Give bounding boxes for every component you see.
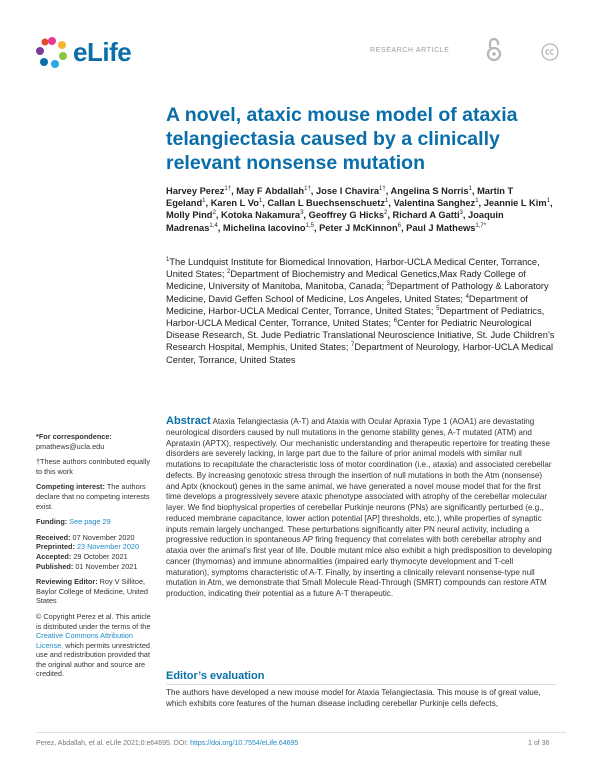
- affiliation-number: 5: [436, 305, 440, 312]
- author-affiliation-marker: 1†: [304, 185, 311, 192]
- license-link[interactable]: Creative Commons Attribution License,: [36, 631, 133, 650]
- affiliation-list: [166, 256, 556, 366]
- author-affiliation-marker: 1: [468, 185, 472, 192]
- author-name[interactable]: Harvey Perez: [166, 186, 225, 196]
- copyright-text: © Copyright Perez et al. This article is distributed under the terms of the: [36, 611, 151, 631]
- reviewing-editor-text: Roy V Sillitoe, Baylor College of Medicine, United States: [36, 577, 148, 606]
- funding-link[interactable]: See page 29: [69, 517, 111, 527]
- author-separator: ,: [313, 222, 320, 233]
- footer-divider: [36, 732, 566, 733]
- author-separator: ,: [471, 186, 478, 196]
- author-name[interactable]: Jose I Chavira: [315, 186, 380, 196]
- author-separator: ,: [478, 198, 484, 209]
- competing-interest-label: Competing interest:: [36, 482, 105, 492]
- author-separator: ,: [231, 186, 237, 196]
- elife-logo-icon: [36, 36, 68, 68]
- affiliation-text: Department of Pediatrics, Harbor-UCLA Medical Center, Torrance, United States;: [166, 305, 545, 329]
- affiliation-text: Department of Biochemistry and Medical Genetics,Max Rady College of Medicine, University of Manitoba, Manitoba, Canada;: [166, 269, 526, 292]
- competing-interest-text: The authors declare that no competing interests exist.: [36, 482, 150, 511]
- author-name[interactable]: Karen L Vo: [210, 198, 259, 209]
- author-separator: ,: [549, 198, 553, 209]
- author-separator: ,: [303, 210, 309, 221]
- equal-contribution-note: †These authors contributed equally to this work: [36, 457, 150, 476]
- affiliation-number: 6: [393, 317, 398, 324]
- date-label: Received:: [36, 532, 71, 542]
- author-affiliation-marker: 2: [384, 210, 388, 217]
- author-separator: ,: [400, 222, 407, 233]
- author-affiliation-marker: 1: [546, 198, 550, 205]
- date-value[interactable]: 23 November 2020: [76, 542, 140, 552]
- funding-label: Funding:: [36, 517, 68, 527]
- author-name[interactable]: Kotoka Nakamura: [221, 210, 301, 221]
- correspondence-email[interactable]: pmathews@ucla.edu: [36, 441, 105, 451]
- author-name[interactable]: Peter J McKinnon: [319, 222, 398, 233]
- author-name[interactable]: Richard A Gatti: [392, 210, 460, 221]
- affiliation-number: 4: [465, 293, 469, 300]
- elife-logo[interactable]: [36, 36, 131, 68]
- author-name[interactable]: Jeannie L Kim: [483, 198, 547, 209]
- affiliation-text: Department of Pathology & Laboratory Medicine, David Geffen School of Medicine, Los Angeles, United States;: [166, 281, 549, 304]
- creative-commons-icon[interactable]: [541, 43, 559, 61]
- article-title: A novel, ataxic mouse model of ataxia telangiectasia caused by a clinically relevant nonsense mutation: [166, 104, 518, 174]
- page-number: 1 of 36: [528, 740, 550, 747]
- author-affiliation-marker: 2: [212, 210, 216, 217]
- doi-link[interactable]: https://doi.org/10.7554/eLife.64695: [190, 740, 299, 747]
- citation-text: Perez, Abdallah, et al. eLife 2021;0:e64695.: [36, 740, 172, 747]
- affiliation-number: 1: [166, 256, 170, 263]
- affiliation-number: 2: [226, 269, 231, 276]
- author-name[interactable]: Martin T Egeland: [166, 186, 514, 209]
- doi-label: DOI:: [173, 740, 189, 747]
- footer-citation: [36, 740, 298, 747]
- author-affiliation-marker: 6: [397, 222, 401, 229]
- reviewing-editor: [36, 577, 154, 606]
- elife-brand-name: eLife: [73, 36, 132, 67]
- article-info-sidebar: [36, 432, 154, 685]
- author-affiliation-marker: 1†: [224, 185, 232, 192]
- funding: [36, 517, 154, 527]
- abstract: [166, 416, 556, 600]
- affiliation-text: Department of Neurology, Harbor-UCLA Medical Center, Torrance, United States: [166, 342, 554, 365]
- author-name[interactable]: Paul J Mathews: [406, 222, 476, 233]
- author-separator: ,: [388, 198, 394, 209]
- author-separator: ,: [217, 222, 223, 233]
- author-name[interactable]: Joaquin Madrenas: [166, 210, 504, 233]
- author-separator: ,: [215, 210, 222, 221]
- section-divider: [166, 684, 556, 685]
- publication-dates: [36, 533, 154, 571]
- author-name[interactable]: Molly Pind: [166, 210, 213, 221]
- author-name[interactable]: Angelina S Norris: [390, 186, 469, 196]
- date-label: Published:: [36, 561, 74, 571]
- author-affiliation-marker: 1: [475, 198, 479, 205]
- date-row: [36, 542, 154, 552]
- competing-interest: [36, 482, 154, 511]
- author-separator: ,: [310, 186, 316, 196]
- editors-evaluation-heading: Editor’s evaluation: [166, 670, 265, 682]
- affiliation-text: Center for Pediatric Neurological Disease Research, St. Jude Pediatric Translational Neuroscience Initiative, St. Jude Children’s Research Hospital, Memphis, United States;: [166, 318, 555, 353]
- author-affiliation-marker: 1,7*: [475, 222, 487, 229]
- author-affiliation-marker: 3: [459, 210, 463, 217]
- author-name[interactable]: Michelina Iacovino: [222, 222, 306, 233]
- open-access-icon[interactable]: [486, 36, 502, 62]
- author-affiliation-marker: 1†: [379, 185, 386, 192]
- date-value: 29 October 2021: [73, 551, 128, 561]
- abstract-text: Ataxia Telangiectasia (A-T) and Ataxia with Ocular Apraxia Type 1 (AOA1) are devastating neurological disorders caused by null mutations in the genome stability genes, A-T mutated (ATM) and Aprataxin (APTX), respectively. Our mechanistic understanding and therapeutic repertoire for treating these disorders are severely lacking, in large part due to the failure of prior animal models with similar null mutations to recapitulate the characteristic loss of motor coordination (i.e., ataxia) and associated cerebellar defects. By increasing genotoxic stress through the insertion of null mutations in both the Atm (nonsense) and Aptx (knockout) genes in the same animal, we have generated a novel mouse model that for the first time develops a progressively severe ataxic phenotype associated with atrophy of the cerebellar molecular layer. We find biophysical properties of cerebellar Purkinje neurons (PNs) are significantly perturbed (e.g., reduced membrane capacitance, lower action potential [AP] thresholds, etc.), while properties of synaptic inputs remain largely unchanged. These perturbations significantly alter PN neural activity, including a progressive reduction in spontaneous AP firing frequency that correlates with both cerebellar atrophy and ataxia over the animal’s first year of life. Double mutant mice also exhibit a high predisposition to developing cancer (thymomas) and immune abnormalities (impaired early thymocyte development and T-cell maturation), symptoms characteristic of A-T. Finally, by inserting a clinically relevant nonsense-type null mutation in Atm, we demonstrate that Small Molecule Read-Through (SMRT) compounds can restore ATM production, indicating their potential as a future A-T therapeutic.: [166, 417, 552, 598]
- affiliation-text: The Lundquist Institute for Biomedical Innovation, Harbor-UCLA Medical Center, Torrance, United States;: [166, 257, 540, 280]
- abstract-heading: Abstract: [166, 415, 211, 427]
- author-separator: ,: [385, 186, 391, 196]
- date-row: [36, 533, 154, 543]
- affiliation-text: Department of Medicine, Harbor-UCLA Medical Center, Torrance, United States;: [166, 293, 528, 316]
- date-label: Accepted:: [36, 551, 72, 561]
- copyright-notice: [36, 612, 154, 679]
- article-type-label: RESEARCH ARTICLE: [370, 47, 450, 54]
- affiliation-number: 7: [351, 342, 355, 349]
- editors-evaluation-text: The authors have developed a new mouse model for Ataxia Telangiectasia. This mouse is of great value, which exhibits core features of the human disease including cerebellar Purkinje cells defects,: [166, 688, 541, 708]
- author-separator: ,: [262, 198, 268, 209]
- author-name[interactable]: Valentina Sanghez: [393, 198, 476, 209]
- author-affiliation-marker: 1,4: [209, 222, 218, 229]
- affiliation-number: 3: [386, 281, 390, 288]
- author-name[interactable]: May F Abdallah: [236, 186, 305, 196]
- date-value: 07 November 2020: [72, 532, 135, 542]
- reviewing-editor-label: Reviewing Editor:: [36, 577, 98, 587]
- author-name[interactable]: Geoffrey G Hicks: [308, 210, 385, 221]
- author-affiliation-marker: 1: [202, 198, 206, 205]
- date-row: [36, 552, 154, 562]
- author-list: [166, 185, 556, 234]
- author-affiliation-marker: 1: [258, 198, 263, 205]
- author-affiliation-marker: 1,5: [305, 222, 314, 229]
- date-label: Preprinted:: [36, 542, 75, 552]
- author-affiliation-marker: 3: [300, 210, 304, 217]
- date-value: 01 November 2021: [75, 561, 138, 571]
- author-separator: ,: [462, 210, 469, 221]
- author-affiliation-marker: 1: [385, 198, 389, 205]
- date-row: [36, 562, 154, 572]
- copyright-text-end: which permits unrestricted use and redistribution provided that the original author and source are credited.: [36, 640, 150, 679]
- author-name[interactable]: Callan L Buechsenschuetz: [267, 198, 386, 209]
- author-separator: ,: [387, 210, 393, 221]
- author-separator: ,: [205, 198, 211, 209]
- correspondence-label: *For correspondence:: [36, 432, 112, 441]
